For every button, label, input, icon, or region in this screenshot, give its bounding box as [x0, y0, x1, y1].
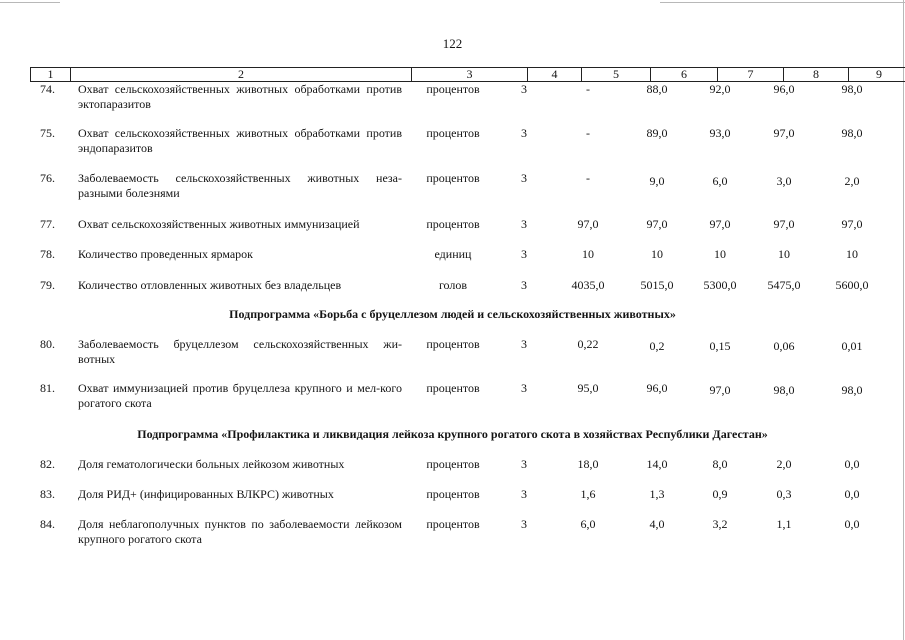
row-number: 83. [40, 487, 55, 501]
value-col-4: 3 [521, 457, 527, 471]
row-number: 79. [40, 278, 55, 292]
value-col-7: 6,0 [712, 174, 728, 188]
value-col-5: 6,0 [580, 517, 596, 531]
value-col-7: 10 [714, 247, 726, 261]
value-col-8: 3,0 [776, 174, 792, 188]
value-col-6: 4,0 [649, 517, 665, 531]
value-col-5: 1,6 [580, 487, 596, 501]
row-number: 78. [40, 247, 55, 261]
value-col-9: 0,0 [844, 517, 860, 531]
unit: процентов [426, 82, 480, 96]
header-col-6: 6 [650, 68, 717, 81]
value-col-4: 3 [521, 278, 527, 292]
value-col-4: 3 [521, 337, 527, 351]
value-col-9: 10 [846, 247, 858, 261]
row-number: 80. [40, 337, 55, 351]
header-col-4: 4 [527, 68, 581, 81]
value-col-7: 0,15 [709, 339, 731, 353]
value-col-9: 0,01 [841, 339, 863, 353]
value-col-5: 10 [582, 247, 594, 261]
scan-edge-top-right [660, 2, 905, 3]
value-col-6: 96,0 [646, 381, 668, 395]
value-col-7: 3,2 [712, 517, 728, 531]
value-col-5: 18,0 [577, 457, 599, 471]
unit: процентов [426, 126, 480, 140]
value-col-9: 97,0 [841, 217, 863, 231]
subprogram-title-brucellosis: Подпрограмма «Борьба с бруцеллезом людей и сельскохозяйственных животных» [229, 307, 676, 321]
value-col-4: 3 [521, 126, 527, 140]
value-col-8: 2,0 [776, 457, 792, 471]
value-col-8: 96,0 [773, 82, 795, 96]
scan-edge-top-left [0, 2, 60, 3]
header-col-8: 8 [783, 68, 848, 81]
value-col-9: 5600,0 [835, 278, 869, 292]
value-col-6: 14,0 [646, 457, 668, 471]
unit: процентов [426, 381, 480, 395]
row-number: 76. [40, 171, 55, 185]
value-col-6: 5015,0 [640, 278, 674, 292]
value-col-4: 3 [521, 82, 527, 96]
value-col-5: 0,22 [577, 337, 599, 351]
indicator-name: Охват сельскохозяйственных животных обработками против эктопаразитов [78, 82, 402, 111]
indicator-name: Доля гематологически больных лейкозом животных [78, 457, 345, 471]
value-col-4: 3 [521, 487, 527, 501]
unit: процентов [426, 337, 480, 351]
value-col-9: 2,0 [844, 174, 860, 188]
value-col-9: 98,0 [841, 126, 863, 140]
value-col-5: 4035,0 [571, 278, 605, 292]
value-col-7: 5300,0 [703, 278, 737, 292]
value-col-8: 0,06 [773, 339, 795, 353]
value-col-5: - [586, 126, 590, 140]
header-col-7: 7 [717, 68, 783, 81]
value-col-6: 88,0 [646, 82, 668, 96]
header-col-2: 2 [70, 68, 411, 81]
indicator-name: Заболеваемость сельскохозяйственных животных неза-разными болезнями [78, 171, 402, 200]
value-col-5: - [586, 171, 590, 185]
value-col-9: 0,0 [844, 457, 860, 471]
row-number: 81. [40, 381, 55, 395]
value-col-4: 3 [521, 517, 527, 531]
indicator-name: Количество отловленных животных без владельцев [78, 278, 342, 292]
value-col-6: 97,0 [646, 217, 668, 231]
unit: процентов [426, 487, 480, 501]
value-col-9: 0,0 [844, 487, 860, 501]
row-number: 77. [40, 217, 55, 231]
value-col-4: 3 [521, 217, 527, 231]
value-col-8: 97,0 [773, 126, 795, 140]
indicator-name: Доля РИД+ (инфицированных ВЛКРС) животных [78, 487, 334, 501]
indicator-name: Количество проведенных ярмарок [78, 247, 254, 261]
value-col-8: 5475,0 [767, 278, 801, 292]
indicator-name: Заболеваемость бруцеллезом сельскохозяйственных жи-вотных [78, 337, 402, 366]
unit: единиц [434, 247, 472, 261]
value-col-8: 1,1 [776, 517, 792, 531]
value-col-4: 3 [521, 381, 527, 395]
header-col-9: 9 [848, 68, 905, 81]
value-col-6: 89,0 [646, 126, 668, 140]
value-col-6: 10 [651, 247, 663, 261]
row-number: 75. [40, 126, 55, 140]
indicator-name: Доля неблагополучных пунктов по заболеваемости лейкозом крупного рогатого скота [78, 517, 402, 546]
value-col-6: 9,0 [649, 174, 665, 188]
row-number: 84. [40, 517, 55, 531]
header-col-3: 3 [411, 68, 527, 81]
value-col-5: - [586, 82, 590, 96]
header-col-5: 5 [581, 68, 650, 81]
unit: голов [438, 278, 468, 292]
value-col-8: 10 [778, 247, 790, 261]
value-col-4: 3 [521, 247, 527, 261]
value-col-5: 97,0 [577, 217, 599, 231]
header-col-1: 1 [30, 68, 70, 81]
value-col-8: 98,0 [773, 383, 795, 397]
row-number: 82. [40, 457, 55, 471]
unit: процентов [426, 457, 480, 471]
value-col-9: 98,0 [841, 383, 863, 397]
unit: процентов [426, 517, 480, 531]
value-col-7: 8,0 [712, 457, 728, 471]
value-col-7: 93,0 [709, 126, 731, 140]
row-number: 74. [40, 82, 55, 96]
value-col-7: 97,0 [709, 383, 731, 397]
value-col-7: 97,0 [709, 217, 731, 231]
indicator-name: Охват иммунизацией против бруцеллеза крупного и мел-кого рогатого скота [78, 381, 402, 410]
indicator-name: Охват сельскохозяйственных животных обработками против эндопаразитов [78, 126, 402, 155]
value-col-8: 97,0 [773, 217, 795, 231]
value-col-6: 1,3 [649, 487, 665, 501]
table-header [30, 67, 905, 82]
unit: процентов [426, 171, 480, 185]
value-col-7: 92,0 [709, 82, 731, 96]
value-col-9: 98,0 [841, 82, 863, 96]
value-col-7: 0,9 [712, 487, 728, 501]
indicator-name: Охват сельскохозяйственных животных иммунизацией [78, 217, 360, 231]
value-col-6: 0,2 [649, 339, 665, 353]
subprogram-title-leukosis: Подпрограмма «Профилактика и ликвидация лейкоза крупного рогатого скота в хозяйствах Республики Дагестан» [137, 427, 768, 441]
value-col-8: 0,3 [776, 487, 792, 501]
unit: процентов [426, 217, 480, 231]
value-col-5: 95,0 [577, 381, 599, 395]
value-col-4: 3 [521, 171, 527, 185]
page-number: 122 [442, 36, 463, 51]
